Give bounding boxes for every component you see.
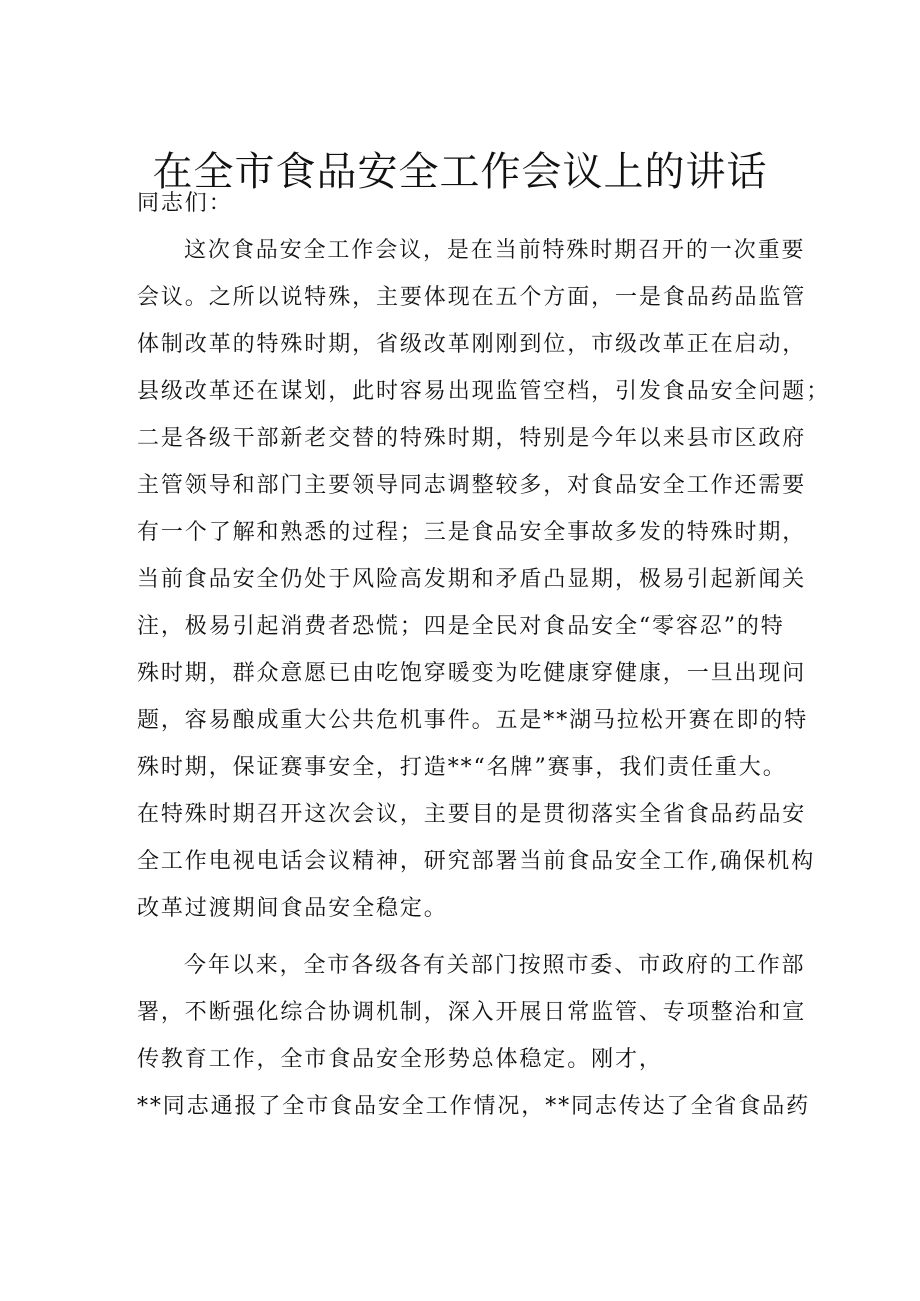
paragraph-1: [137, 227, 831, 932]
paragraph-line: 传教育工作，全市食品安全形势总体稳定。刚才，: [137, 1047, 663, 1072]
paragraph-line: 会议。之所以说特殊，主要体现在五个方面，一是食品药品监管: [137, 285, 807, 310]
paragraph-line: 署，不断强化综合协调机制，深入开展日常监管、专项整治和宣: [137, 1000, 807, 1025]
paragraph-line: 当前食品安全仍处于风险高发期和矛盾凸显期，极易引起新闻关: [137, 567, 807, 592]
paragraph-line: 殊时期，保证赛事安全，打造**“名牌”赛事，我们责任重大。: [137, 755, 787, 780]
paragraph-line: 二是各级干部新老交替的特殊时期，特别是今年以来县市区政府: [137, 426, 807, 451]
paragraph-line: 这次食品安全工作会议，是在当前特殊时期召开的一次重要: [184, 238, 806, 263]
paragraph-line: 全工作电视电话会议精神，研究部署当前食品安全工作,确保机构: [137, 849, 816, 874]
document-body: [137, 180, 831, 1130]
paragraph-line: 体制改革的特殊时期，省级改革刚刚到位，市级改革正在启动，: [137, 332, 807, 357]
paragraph-line: **同志通报了全市食品安全工作情况，**同志传达了全省食品药: [137, 1094, 811, 1119]
paragraph-line: 县级改革还在谋划，此时容易出现监管空档，引发食品安全问题；: [137, 379, 831, 404]
salutation: 同志们：: [137, 191, 233, 216]
paragraph-line: 题，容易酿成重大公共危机事件。五是**湖马拉松开赛在即的特: [137, 708, 809, 733]
paragraph-2: [137, 942, 811, 1130]
paragraph-gap: [137, 932, 797, 942]
paragraph-line: 在特殊时期召开这次会议，主要目的是贯彻落实全省食品药品安: [137, 802, 807, 827]
paragraph-line: 殊时期，群众意愿已由吃饱穿暖变为吃健康穿健康，一旦出现问: [137, 661, 807, 686]
paragraph-line: 注，极易引起消费者恐慌；四是全民对食品安全“零容忍”的特: [137, 614, 785, 639]
paragraph-line: 主管领导和部门主要领导同志调整较多，对食品安全工作还需要: [137, 473, 807, 498]
paragraph-line: 有一个了解和熟悉的过程；三是食品安全事故多发的特殊时期，: [137, 520, 807, 545]
document-title: 在全市食品安全工作会议上的讲话: [152, 149, 768, 195]
paragraph-line: 改革过渡期间食品安全稳定。: [137, 896, 448, 921]
paragraph-line: 今年以来，全市各级各有关部门按照市委、市政府的工作部: [184, 953, 806, 978]
